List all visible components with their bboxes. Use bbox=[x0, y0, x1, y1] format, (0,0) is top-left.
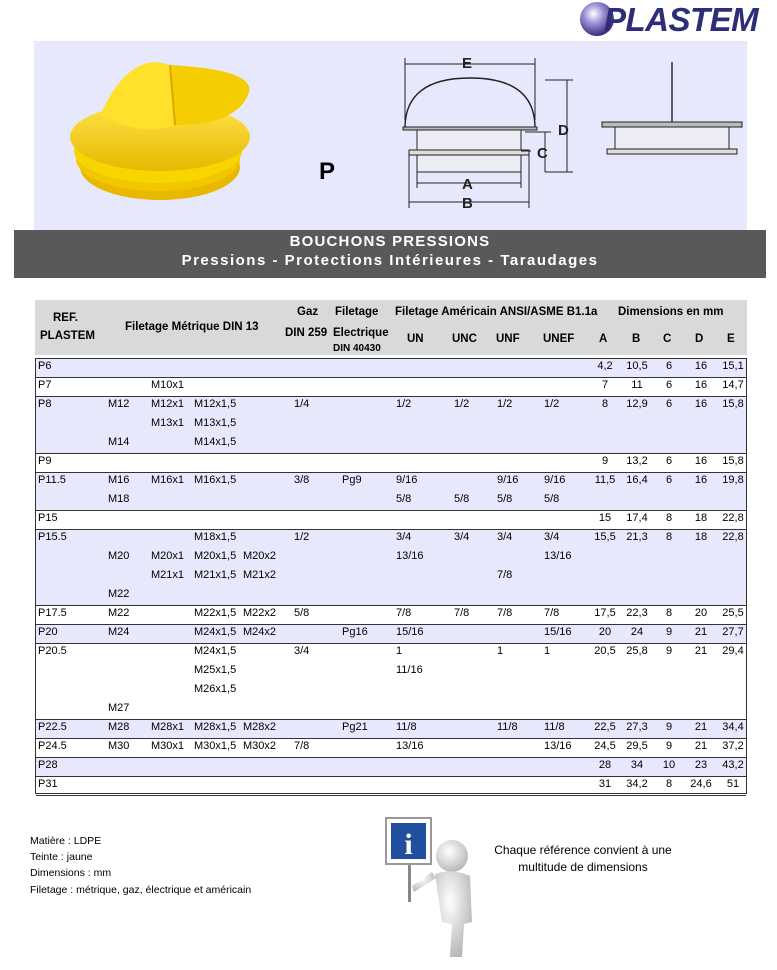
row-ref: P28 bbox=[38, 759, 58, 771]
row-ref: P17.5 bbox=[38, 607, 67, 619]
table-cell: M26x1,5 bbox=[194, 683, 237, 695]
table-cell: 3/4 bbox=[294, 645, 310, 657]
table-cell: 8 bbox=[665, 531, 673, 543]
table-cell: 37,2 bbox=[722, 740, 744, 752]
table-cell: 17,5 bbox=[594, 607, 616, 619]
table-cell: M28x1 bbox=[151, 721, 185, 733]
table-cell: 21 bbox=[694, 721, 708, 733]
table-cell: 8 bbox=[665, 607, 673, 619]
table-cell: M24 bbox=[108, 626, 130, 638]
header-elec-line1: Filetage bbox=[335, 306, 379, 318]
header-a: A bbox=[599, 333, 608, 345]
table-row bbox=[36, 644, 746, 720]
table-cell: 9 bbox=[665, 721, 673, 733]
row-ref: P8 bbox=[38, 398, 52, 410]
table-cell: M20x2 bbox=[243, 550, 277, 562]
material-notes bbox=[30, 833, 251, 898]
label-d: D bbox=[558, 122, 569, 139]
table-row bbox=[36, 473, 746, 511]
header-us: Filetage Américain ANSI/ASME B1.1a bbox=[395, 306, 598, 318]
table-cell: M25x1,5 bbox=[194, 664, 237, 676]
header-e: E bbox=[727, 333, 735, 345]
table-cell: 1/2 bbox=[454, 398, 470, 410]
table-cell: M21x1 bbox=[151, 569, 185, 581]
header-metric: Filetage Métrique DIN 13 bbox=[125, 321, 259, 333]
table-cell: 20 bbox=[598, 626, 612, 638]
header-gaz-line2: DIN 259 bbox=[285, 327, 328, 339]
title-banner bbox=[14, 230, 766, 278]
table-cell: 5/8 bbox=[497, 493, 513, 505]
table-cell: 3/8 bbox=[294, 474, 310, 486]
table-cell: 34,4 bbox=[722, 721, 744, 733]
table-cell: 7/8 bbox=[544, 607, 560, 619]
table-cell: 1/2 bbox=[396, 398, 412, 410]
table-cell: 11/8 bbox=[396, 721, 417, 733]
table-cell: 13/16 bbox=[544, 550, 572, 562]
table-cell: M18x1,5 bbox=[194, 531, 237, 543]
label-c: C bbox=[537, 145, 548, 162]
table-cell: 21,3 bbox=[626, 531, 648, 543]
table-cell: 1 bbox=[497, 645, 504, 657]
table-cell: 24,6 bbox=[690, 778, 712, 790]
table-cell: 18 bbox=[694, 531, 708, 543]
table-cell: 8 bbox=[601, 398, 609, 410]
header-c: C bbox=[663, 333, 672, 345]
table-cell: 7/8 bbox=[497, 569, 513, 581]
table-cell: M22x1,5 bbox=[194, 607, 237, 619]
table-cell: 21 bbox=[694, 740, 708, 752]
table-cell: 8 bbox=[665, 512, 673, 524]
row-ref: P20 bbox=[38, 626, 58, 638]
note-color: Teinte : jaune bbox=[30, 851, 93, 864]
table-cell: M22 bbox=[108, 607, 130, 619]
table-row bbox=[36, 777, 746, 796]
table-cell: M30x1,5 bbox=[194, 740, 237, 752]
table-cell: M16 bbox=[108, 474, 130, 486]
table-row bbox=[36, 530, 746, 606]
table-cell: Pg9 bbox=[342, 474, 362, 486]
table-cell: 20,5 bbox=[594, 645, 616, 657]
table-cell: 24,5 bbox=[594, 740, 616, 752]
header-un: UN bbox=[407, 333, 424, 345]
table-cell: 15/16 bbox=[396, 626, 424, 638]
table-cell: 6 bbox=[665, 398, 673, 410]
table-body bbox=[35, 358, 747, 794]
table-cell: 7/8 bbox=[454, 607, 470, 619]
table-cell: 16 bbox=[694, 398, 708, 410]
label-b: B bbox=[462, 195, 473, 212]
row-ref: P7 bbox=[38, 379, 52, 391]
table-cell: 27,3 bbox=[626, 721, 648, 733]
table-cell: 3/4 bbox=[396, 531, 412, 543]
table-cell: 13/16 bbox=[396, 550, 424, 562]
note-dimensions: Dimensions : mm bbox=[30, 867, 112, 880]
table-cell: 25,5 bbox=[722, 607, 744, 619]
table-cell: M30x1 bbox=[151, 740, 185, 752]
table-cell: 15 bbox=[598, 512, 612, 524]
header-b: B bbox=[632, 333, 641, 345]
row-ref: P15.5 bbox=[38, 531, 67, 543]
table-cell: Pg21 bbox=[342, 721, 368, 733]
table-cell: 31 bbox=[598, 778, 612, 790]
table-cell: 16 bbox=[694, 455, 708, 467]
header-ref-line2: PLASTEM bbox=[40, 330, 95, 342]
table-cell: 11/8 bbox=[544, 721, 565, 733]
table-cell: 7/8 bbox=[497, 607, 513, 619]
table-cell: M10x1 bbox=[151, 379, 185, 391]
table-cell: 9 bbox=[665, 645, 673, 657]
header-elec-line2: Electrique bbox=[333, 327, 389, 339]
header-elec-line3: DIN 40430 bbox=[333, 343, 381, 354]
table-cell: 28 bbox=[598, 759, 612, 771]
table-cell: 9/16 bbox=[396, 474, 418, 486]
table-cell: 12,9 bbox=[626, 398, 648, 410]
table-cell: M28x2 bbox=[243, 721, 277, 733]
table-cell: M16x1 bbox=[151, 474, 185, 486]
table-cell: 15,8 bbox=[722, 398, 744, 410]
info-figure-illustration bbox=[380, 812, 480, 962]
table-cell: M14 bbox=[108, 436, 130, 448]
table-cell: 22,3 bbox=[626, 607, 648, 619]
table-cell: 10 bbox=[662, 759, 676, 771]
table-cell: 9 bbox=[665, 740, 673, 752]
label-a: A bbox=[462, 176, 473, 193]
table-cell: M28x1,5 bbox=[194, 721, 237, 733]
table-cell: 11/8 bbox=[497, 721, 518, 733]
table-cell: 23 bbox=[694, 759, 708, 771]
table-cell: 9 bbox=[665, 626, 673, 638]
header-unef: UNEF bbox=[543, 333, 575, 345]
table-cell: 15,5 bbox=[594, 531, 616, 543]
table-cell: 8 bbox=[665, 778, 673, 790]
header-d: D bbox=[695, 333, 704, 345]
table-cell: 25,8 bbox=[626, 645, 648, 657]
banner-title: BOUCHONS PRESSIONS bbox=[289, 233, 491, 250]
info-message: Chaque référence convient à une multitude de dimensions bbox=[494, 843, 672, 874]
table-cell: 19,8 bbox=[722, 474, 744, 486]
product-code-letter: P bbox=[319, 158, 336, 185]
table-cell: M14x1,5 bbox=[194, 436, 237, 448]
table-cell: 13/16 bbox=[544, 740, 572, 752]
table-cell: M12x1,5 bbox=[194, 398, 237, 410]
row-ref: P31 bbox=[38, 778, 58, 790]
table-cell: Pg16 bbox=[342, 626, 368, 638]
row-ref: P20.5 bbox=[38, 645, 67, 657]
header-gaz-line1: Gaz bbox=[297, 306, 319, 318]
table-cell: 6 bbox=[665, 379, 673, 391]
table-cell: M30 bbox=[108, 740, 130, 752]
table-cell: 22,8 bbox=[722, 531, 744, 543]
table-cell: 13,2 bbox=[626, 455, 648, 467]
row-ref: P15 bbox=[38, 512, 58, 524]
table-cell: 51 bbox=[726, 778, 740, 790]
table-cell: M30x2 bbox=[243, 740, 277, 752]
row-ref: P22.5 bbox=[38, 721, 67, 733]
table-cell: 13/16 bbox=[396, 740, 424, 752]
table-cell: 4,2 bbox=[597, 360, 613, 372]
table-cell: 5/8 bbox=[294, 607, 310, 619]
table-cell: 9 bbox=[601, 455, 609, 467]
table-cell: 6 bbox=[665, 360, 673, 372]
table-cell: 43,2 bbox=[722, 759, 744, 771]
header-unc: UNC bbox=[452, 333, 477, 345]
table-cell: 16 bbox=[694, 360, 708, 372]
row-ref: P24.5 bbox=[38, 740, 67, 752]
info-sign-letter: i bbox=[404, 828, 413, 861]
table-cell: M12 bbox=[108, 398, 130, 410]
row-ref: P11.5 bbox=[38, 474, 66, 486]
table-cell: M18 bbox=[108, 493, 130, 505]
table-header bbox=[35, 300, 747, 355]
table-cell: M22x2 bbox=[243, 607, 277, 619]
table-cell: 6 bbox=[665, 455, 673, 467]
table-cell: 14,7 bbox=[722, 379, 744, 391]
table-cell: M20x1 bbox=[151, 550, 185, 562]
table-cell: 11 bbox=[631, 379, 643, 391]
table-cell: 34,2 bbox=[626, 778, 648, 790]
table-cell: 29,5 bbox=[626, 740, 648, 752]
table-cell: M28 bbox=[108, 721, 130, 733]
table-cell: 11,5 bbox=[594, 474, 616, 486]
row-ref: P6 bbox=[38, 360, 52, 372]
header-dims: Dimensions en mm bbox=[618, 306, 724, 318]
table-cell: 7/8 bbox=[396, 607, 412, 619]
table-cell: 22,8 bbox=[722, 512, 744, 524]
table-cell: 11/16 bbox=[396, 664, 423, 676]
table-cell: 1/2 bbox=[544, 398, 560, 410]
table-cell: 17,4 bbox=[626, 512, 648, 524]
table-cell: M27 bbox=[108, 702, 130, 714]
table-cell: M24x1,5 bbox=[194, 626, 237, 638]
table-cell: 3/4 bbox=[544, 531, 560, 543]
table-cell: 1/4 bbox=[294, 398, 310, 410]
table-cell: 24 bbox=[630, 626, 644, 638]
table-cell: M20x1,5 bbox=[194, 550, 237, 562]
table-cell: 5/8 bbox=[454, 493, 470, 505]
table-cell: 20 bbox=[694, 607, 708, 619]
table-cell: 27,7 bbox=[722, 626, 744, 638]
table-cell: 5/8 bbox=[544, 493, 560, 505]
table-cell: 3/4 bbox=[454, 531, 470, 543]
table-cell: 21 bbox=[694, 626, 708, 638]
table-cell: 1/2 bbox=[497, 398, 513, 410]
note-material: Matière : LDPE bbox=[30, 835, 102, 847]
table-row bbox=[36, 397, 746, 454]
brand-name: PLASTEM bbox=[604, 1, 759, 38]
table-cell: 21 bbox=[694, 645, 708, 657]
table-cell: M24x1,5 bbox=[194, 645, 237, 657]
table-cell: 7/8 bbox=[294, 740, 310, 752]
table-cell: M20 bbox=[108, 550, 130, 562]
table-cell: 16 bbox=[694, 379, 708, 391]
label-e: E bbox=[462, 55, 473, 72]
table-cell: M12x1 bbox=[151, 398, 185, 410]
table-cell: 7 bbox=[601, 379, 609, 391]
table-cell: M22 bbox=[108, 588, 130, 600]
table-cell: 6 bbox=[665, 474, 673, 486]
table-cell: 9/16 bbox=[497, 474, 519, 486]
table-cell: 9/16 bbox=[544, 474, 566, 486]
header-ref-line1: REF. bbox=[53, 312, 78, 324]
table-cell: 34 bbox=[630, 759, 644, 771]
table-cell: 15/16 bbox=[544, 626, 572, 638]
technical-dimension-drawing bbox=[395, 50, 755, 215]
table-cell: 18 bbox=[694, 512, 708, 524]
banner-subtitle: Pressions - Protections Intérieures - Taraudages bbox=[181, 252, 599, 269]
table-cell: 16,4 bbox=[626, 474, 648, 486]
table-cell: 29,4 bbox=[722, 645, 744, 657]
plug-product-image bbox=[60, 55, 260, 210]
row-ref: P9 bbox=[38, 455, 52, 467]
table-cell: M16x1,5 bbox=[194, 474, 237, 486]
table-cell: 15,1 bbox=[722, 360, 744, 372]
table-cell: 1/2 bbox=[294, 531, 310, 543]
note-thread: Filetage : métrique, gaz, électrique et américain bbox=[30, 883, 252, 896]
table-cell: 3/4 bbox=[497, 531, 513, 543]
table-cell: M21x1,5 bbox=[194, 569, 237, 581]
table-cell: M13x1 bbox=[151, 417, 185, 429]
table-cell: M21x2 bbox=[243, 569, 277, 581]
table-cell: 10,5 bbox=[626, 360, 648, 372]
table-cell: 15,8 bbox=[722, 455, 744, 467]
table-cell: M13x1,5 bbox=[194, 417, 237, 429]
table-cell: 16 bbox=[694, 474, 708, 486]
table-cell: 1 bbox=[396, 645, 403, 657]
table-cell: M24x2 bbox=[243, 626, 277, 638]
table-cell: 22,5 bbox=[594, 721, 616, 733]
table-cell: 5/8 bbox=[396, 493, 412, 505]
table-cell: 1 bbox=[544, 645, 551, 657]
header-unf: UNF bbox=[496, 333, 520, 345]
